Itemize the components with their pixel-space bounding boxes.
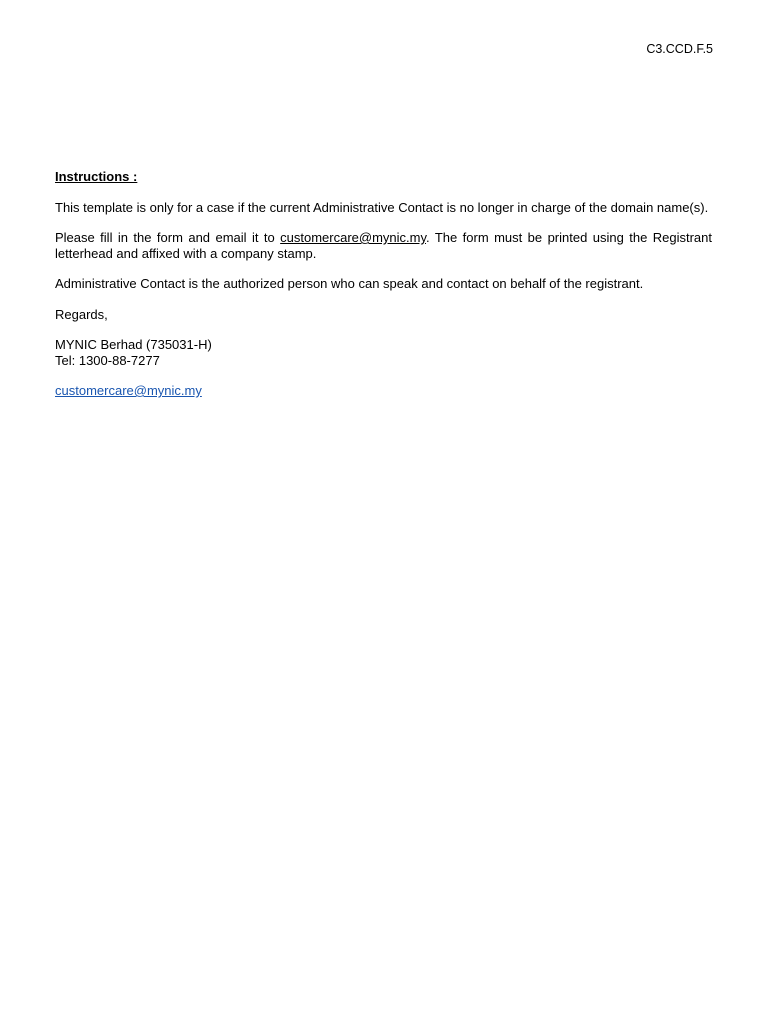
- instruction-paragraph-scope: This template is only for a case if the current Administrative Contact is no longer in charge of the domain name(s).: [55, 199, 709, 215]
- instruction-paragraph-definition: Administrative Contact is the authorized person who can speak and contact on behalf of the registrant.: [55, 276, 644, 291]
- closing-regards: Regards,: [55, 306, 108, 322]
- company-telephone: Tel: 1300-88-7277: [55, 352, 160, 368]
- instructions-heading: Instructions :: [55, 169, 138, 184]
- signature-block: [55, 337, 712, 368]
- submission-email: customercare@mynic.my: [280, 230, 427, 245]
- instruction-paragraph-submission: [55, 230, 712, 261]
- submission-text-before: Please fill in the form and email it to: [55, 230, 281, 245]
- company-name: MYNIC Berhad (735031-H): [55, 337, 212, 352]
- document-content: [55, 169, 712, 414]
- contact-email-row: [55, 383, 712, 399]
- document-code: C3.CCD.F.5: [646, 42, 713, 56]
- submission-text-after: . The form must be printed using the Registrant letterhead and affixed with a company stamp.: [55, 230, 712, 261]
- customercare-email-link[interactable]: customercare@mynic.my: [55, 383, 202, 398]
